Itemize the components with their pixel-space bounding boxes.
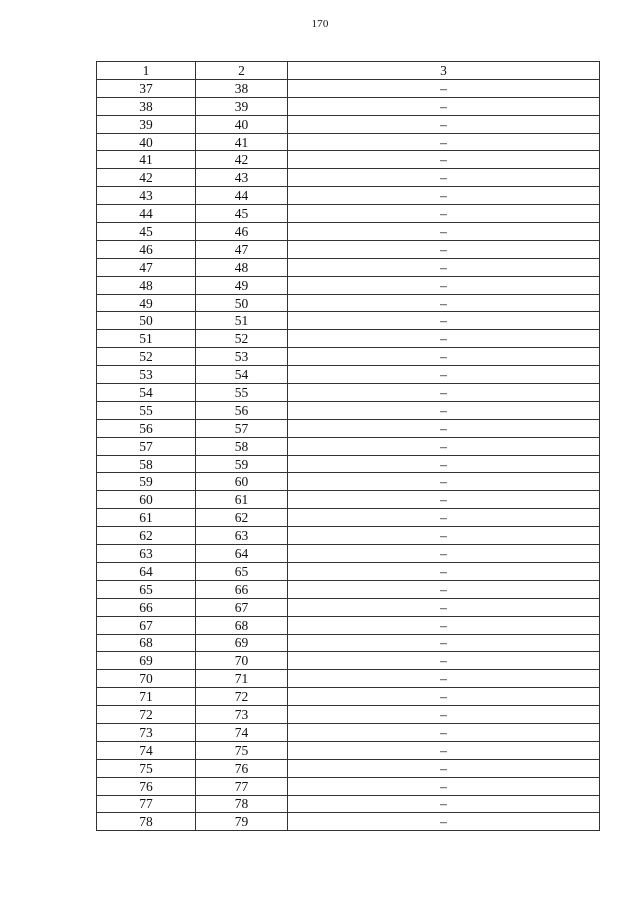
table-cell-col-1: 63 — [97, 545, 196, 563]
table-row — [97, 151, 600, 169]
table-cell-col-2: 60 — [196, 473, 288, 491]
table-row — [97, 759, 600, 777]
table-cell-col-3: – — [288, 151, 600, 169]
table-cell-col-1: 47 — [97, 258, 196, 276]
table-cell-col-1: 55 — [97, 401, 196, 419]
table-row — [97, 509, 600, 527]
table-row — [97, 545, 600, 563]
table-cell-col-2: 74 — [196, 723, 288, 741]
table-cell-col-1: 58 — [97, 455, 196, 473]
table-cell-col-3: – — [288, 598, 600, 616]
table-cell-col-1: 54 — [97, 384, 196, 402]
table-cell-col-3: – — [288, 384, 600, 402]
table-row — [97, 723, 600, 741]
table-row — [97, 598, 600, 616]
table-row — [97, 133, 600, 151]
table-cell-col-3: – — [288, 652, 600, 670]
table-cell-col-3: – — [288, 562, 600, 580]
table-cell-col-1: 56 — [97, 419, 196, 437]
table-cell-col-3: – — [288, 312, 600, 330]
table-row — [97, 437, 600, 455]
table-cell-col-3: – — [288, 330, 600, 348]
table-cell-col-3: – — [288, 205, 600, 223]
table-cell-col-2: 45 — [196, 205, 288, 223]
table-cell-col-1: 57 — [97, 437, 196, 455]
table-body — [97, 79, 600, 830]
table-cell-col-3: – — [288, 580, 600, 598]
table-cell-col-2: 41 — [196, 133, 288, 151]
table-cell-col-3: – — [288, 723, 600, 741]
table-cell-col-2: 42 — [196, 151, 288, 169]
table-row — [97, 115, 600, 133]
table-row — [97, 240, 600, 258]
table-cell-col-2: 49 — [196, 276, 288, 294]
table-cell-col-2: 47 — [196, 240, 288, 258]
table-cell-col-2: 39 — [196, 97, 288, 115]
table-cell-col-3: – — [288, 79, 600, 97]
table-cell-col-1: 65 — [97, 580, 196, 598]
table-row — [97, 473, 600, 491]
table-cell-col-1: 37 — [97, 79, 196, 97]
table-row — [97, 455, 600, 473]
table-cell-col-1: 74 — [97, 741, 196, 759]
table-cell-col-3: – — [288, 258, 600, 276]
table-cell-col-2: 40 — [196, 115, 288, 133]
table-row — [97, 294, 600, 312]
table-row — [97, 580, 600, 598]
table-cell-col-1: 52 — [97, 348, 196, 366]
table-row — [97, 777, 600, 795]
table-row — [97, 187, 600, 205]
table-cell-col-1: 78 — [97, 813, 196, 831]
column-header-3: 3 — [288, 62, 600, 80]
table-cell-col-3: – — [288, 366, 600, 384]
table-cell-col-1: 70 — [97, 670, 196, 688]
table-row — [97, 330, 600, 348]
table-cell-col-1: 48 — [97, 276, 196, 294]
table-cell-col-3: – — [288, 401, 600, 419]
table-cell-col-3: – — [288, 115, 600, 133]
table-cell-col-1: 69 — [97, 652, 196, 670]
table-cell-col-3: – — [288, 688, 600, 706]
table-cell-col-3: – — [288, 706, 600, 724]
table-cell-col-2: 55 — [196, 384, 288, 402]
table-cell-col-2: 53 — [196, 348, 288, 366]
table-cell-col-2: 46 — [196, 223, 288, 241]
table-cell-col-2: 48 — [196, 258, 288, 276]
table-cell-col-1: 61 — [97, 509, 196, 527]
header-row — [97, 62, 600, 80]
data-table — [96, 61, 600, 831]
table-row — [97, 401, 600, 419]
table-cell-col-1: 68 — [97, 634, 196, 652]
table-cell-col-3: – — [288, 223, 600, 241]
column-header-1: 1 — [97, 62, 196, 80]
table-row — [97, 527, 600, 545]
table-cell-col-2: 51 — [196, 312, 288, 330]
table-cell-col-2: 38 — [196, 79, 288, 97]
table-cell-col-2: 73 — [196, 706, 288, 724]
table-row — [97, 223, 600, 241]
table-cell-col-1: 41 — [97, 151, 196, 169]
table-row — [97, 616, 600, 634]
table-cell-col-3: – — [288, 777, 600, 795]
table-cell-col-1: 72 — [97, 706, 196, 724]
table-row — [97, 79, 600, 97]
table-header — [97, 62, 600, 80]
table-cell-col-3: – — [288, 527, 600, 545]
table-cell-col-1: 38 — [97, 97, 196, 115]
table-cell-col-2: 78 — [196, 795, 288, 813]
table-cell-col-1: 51 — [97, 330, 196, 348]
table-cell-col-3: – — [288, 634, 600, 652]
table-cell-col-3: – — [288, 813, 600, 831]
table-cell-col-3: – — [288, 169, 600, 187]
table-cell-col-2: 67 — [196, 598, 288, 616]
table-cell-col-3: – — [288, 455, 600, 473]
table-cell-col-2: 64 — [196, 545, 288, 563]
table-cell-col-1: 71 — [97, 688, 196, 706]
table-cell-col-2: 54 — [196, 366, 288, 384]
table-cell-col-1: 59 — [97, 473, 196, 491]
page-number: 170 — [311, 18, 329, 30]
table-row — [97, 652, 600, 670]
table-row — [97, 276, 600, 294]
table-cell-col-2: 62 — [196, 509, 288, 527]
table-row — [97, 419, 600, 437]
table-cell-col-1: 45 — [97, 223, 196, 241]
column-header-2: 2 — [196, 62, 288, 80]
table-cell-col-1: 60 — [97, 491, 196, 509]
table-cell-col-2: 66 — [196, 580, 288, 598]
table-cell-col-2: 63 — [196, 527, 288, 545]
table-cell-col-1: 73 — [97, 723, 196, 741]
table-cell-col-3: – — [288, 545, 600, 563]
table-row — [97, 706, 600, 724]
table-cell-col-1: 40 — [97, 133, 196, 151]
table-row — [97, 258, 600, 276]
table-cell-col-3: – — [288, 294, 600, 312]
table-row — [97, 169, 600, 187]
table-cell-col-1: 42 — [97, 169, 196, 187]
table-row — [97, 205, 600, 223]
table-cell-col-3: – — [288, 491, 600, 509]
table-cell-col-2: 65 — [196, 562, 288, 580]
table-cell-col-1: 67 — [97, 616, 196, 634]
table-cell-col-2: 72 — [196, 688, 288, 706]
table-cell-col-3: – — [288, 473, 600, 491]
table-cell-col-1: 50 — [97, 312, 196, 330]
table-cell-col-1: 77 — [97, 795, 196, 813]
table-row — [97, 741, 600, 759]
table-row — [97, 562, 600, 580]
table-cell-col-2: 75 — [196, 741, 288, 759]
table-cell-col-2: 56 — [196, 401, 288, 419]
table-cell-col-3: – — [288, 276, 600, 294]
table-cell-col-2: 77 — [196, 777, 288, 795]
table-cell-col-2: 44 — [196, 187, 288, 205]
table-cell-col-2: 68 — [196, 616, 288, 634]
table-cell-col-2: 58 — [196, 437, 288, 455]
table-row — [97, 491, 600, 509]
table-cell-col-1: 66 — [97, 598, 196, 616]
table-cell-col-1: 62 — [97, 527, 196, 545]
table-cell-col-2: 79 — [196, 813, 288, 831]
table-row — [97, 97, 600, 115]
table-cell-col-3: – — [288, 509, 600, 527]
table-row — [97, 795, 600, 813]
table-row — [97, 348, 600, 366]
table-cell-col-2: 70 — [196, 652, 288, 670]
table-cell-col-1: 39 — [97, 115, 196, 133]
table-row — [97, 688, 600, 706]
table-cell-col-2: 71 — [196, 670, 288, 688]
table-cell-col-1: 75 — [97, 759, 196, 777]
table-cell-col-3: – — [288, 795, 600, 813]
table-row — [97, 634, 600, 652]
table-cell-col-1: 53 — [97, 366, 196, 384]
table-cell-col-1: 64 — [97, 562, 196, 580]
table-cell-col-1: 49 — [97, 294, 196, 312]
table-cell-col-2: 61 — [196, 491, 288, 509]
table-cell-col-1: 43 — [97, 187, 196, 205]
table-row — [97, 366, 600, 384]
table-cell-col-2: 43 — [196, 169, 288, 187]
table-cell-col-3: – — [288, 759, 600, 777]
table-row — [97, 670, 600, 688]
table-row — [97, 312, 600, 330]
table-cell-col-3: – — [288, 348, 600, 366]
table-cell-col-3: – — [288, 133, 600, 151]
table-cell-col-3: – — [288, 97, 600, 115]
table-cell-col-3: – — [288, 741, 600, 759]
table-cell-col-2: 76 — [196, 759, 288, 777]
table-cell-col-3: – — [288, 240, 600, 258]
table-cell-col-2: 69 — [196, 634, 288, 652]
table-cell-col-1: 46 — [97, 240, 196, 258]
table-cell-col-2: 52 — [196, 330, 288, 348]
table-cell-col-3: – — [288, 187, 600, 205]
table-cell-col-2: 57 — [196, 419, 288, 437]
table-cell-col-2: 59 — [196, 455, 288, 473]
table-cell-col-2: 50 — [196, 294, 288, 312]
table-cell-col-3: – — [288, 670, 600, 688]
table-cell-col-3: – — [288, 419, 600, 437]
table-cell-col-1: 76 — [97, 777, 196, 795]
table-cell-col-3: – — [288, 616, 600, 634]
table-cell-col-3: – — [288, 437, 600, 455]
table-cell-col-1: 44 — [97, 205, 196, 223]
table-row — [97, 384, 600, 402]
table-row — [97, 813, 600, 831]
